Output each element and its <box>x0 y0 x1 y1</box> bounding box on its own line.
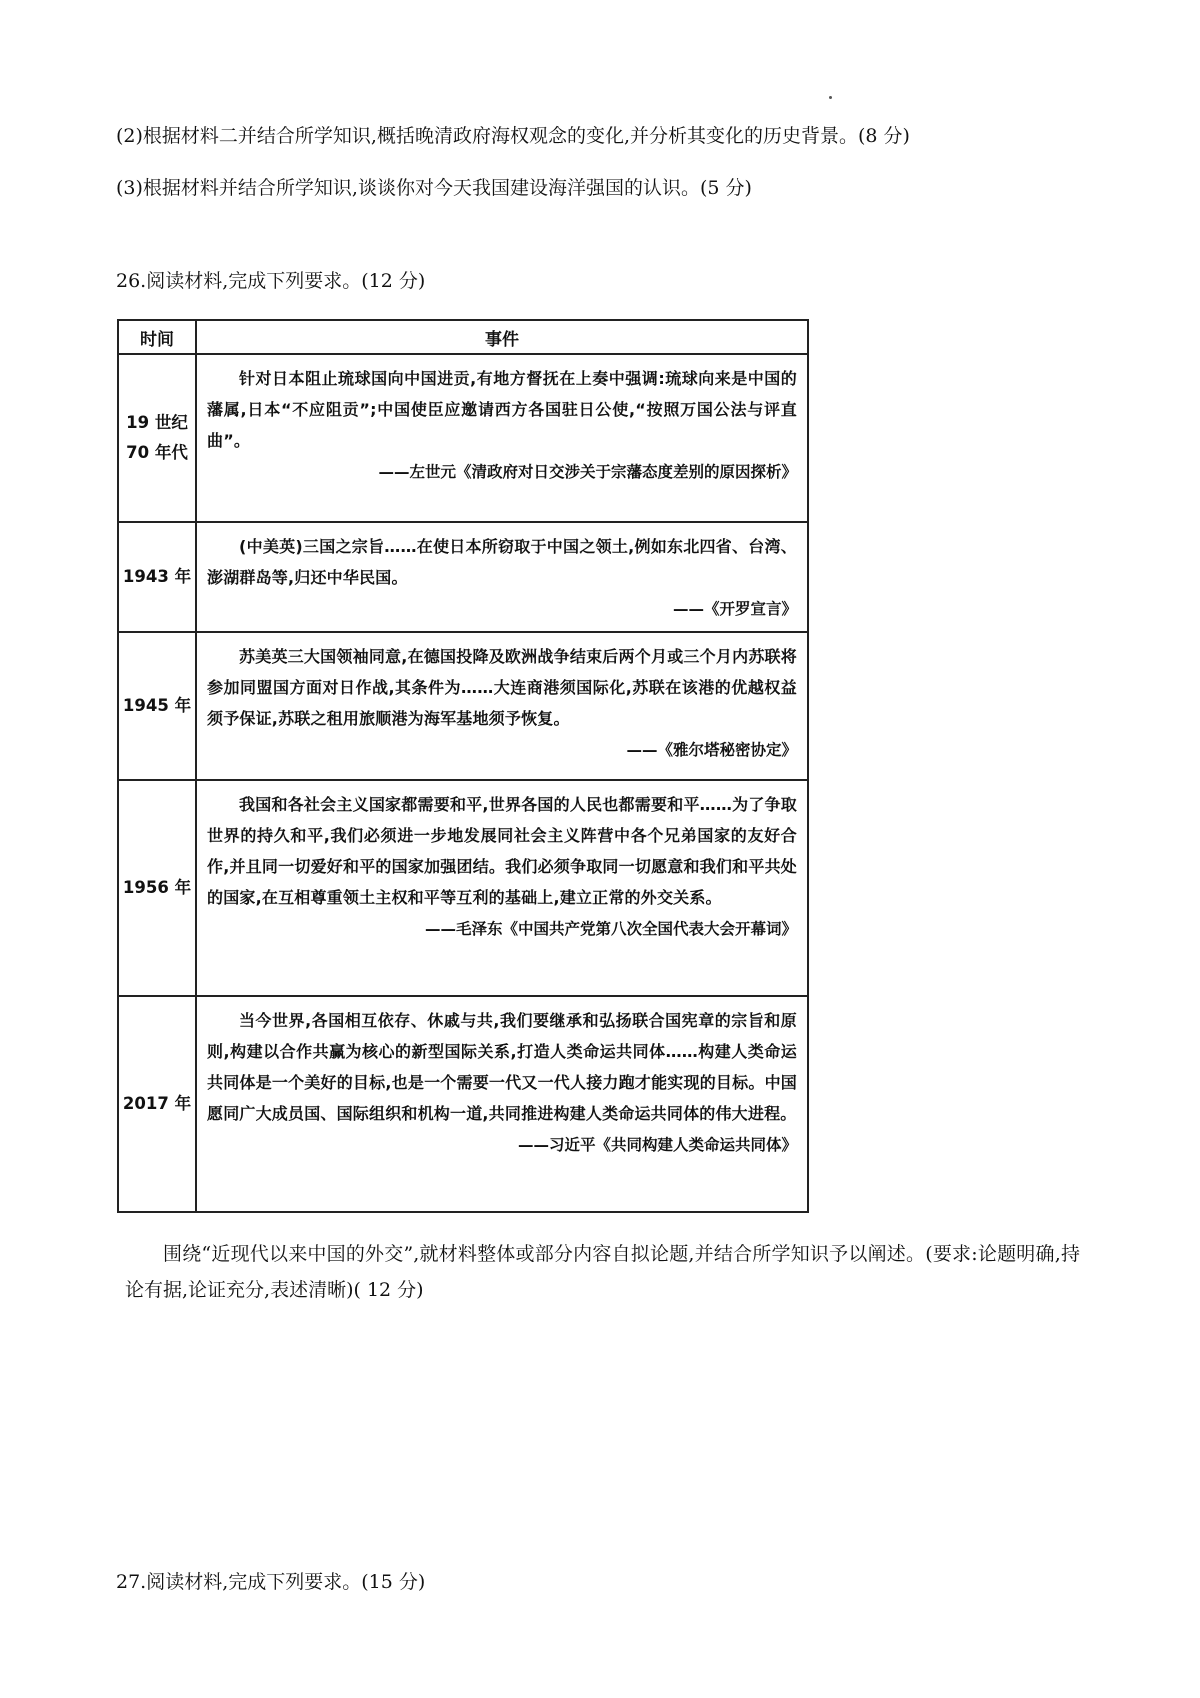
event-source: ——习近平《共同构建人类命运共同体》 <box>517 1136 797 1154</box>
row-event <box>196 632 808 780</box>
table-header-row <box>118 320 808 354</box>
question-26-intro: 26.阅读材料,完成下列要求。(12 分) <box>116 270 426 292</box>
table-row <box>118 780 808 996</box>
row-time: 1943 年 <box>118 522 196 632</box>
row-time: 2017 年 <box>118 996 196 1212</box>
question-26-task: 围绕“近现代以来中国的外交”,就材料整体或部分内容自拟论题,并结合所学知识予以阐述。(要求:论题明确,持论有据,论证充分,表述清晰)( 12 分) <box>125 1243 1080 1301</box>
material-table <box>117 319 809 1213</box>
event-text: 针对日本阻止琉球国向中国进贡,有地方督抚在上奏中强调:琉球向来是中国的藩属,日本“不应阻贡”;中国使臣应邀请西方各国驻日公使,“按照万国公法与评直曲”。 <box>207 369 797 450</box>
scan-speck <box>829 96 832 99</box>
event-source: ——《开罗宣言》 <box>672 600 797 618</box>
table-row <box>118 354 808 522</box>
row-time: 19 世纪 70 年代 <box>118 354 196 522</box>
header-time: 时间 <box>118 320 196 354</box>
table-row <box>118 632 808 780</box>
table-row <box>118 522 808 632</box>
event-source: ——左世元《清政府对日交涉关于宗藩态度差别的原因探析》 <box>378 463 797 481</box>
row-time: 1945 年 <box>118 632 196 780</box>
row-event <box>196 522 808 632</box>
table-row <box>118 996 808 1212</box>
row-time: 1956 年 <box>118 780 196 996</box>
event-text: 我国和各社会主义国家都需要和平,世界各国的人民也都需要和平……为了争取世界的持久和平,我们必须进一步地发展同社会主义阵营中各个兄弟国家的友好合作,并且同一切爱好和平的国家加强团结。我们必须争取同一切愿意和我们和平共处的国家,在互相尊重领土主权和平等互利的基础上,建立正常的外交关系。 <box>207 795 797 907</box>
row-event <box>196 996 808 1212</box>
row-event <box>196 780 808 996</box>
question-2: (2)根据材料二并结合所学知识,概括晚清政府海权观念的变化,并分析其变化的历史背景。(8 分) <box>116 125 910 147</box>
question-27-intro: 27.阅读材料,完成下列要求。(15 分) <box>116 1571 426 1593</box>
event-source: ——《雅尔塔秘密协定》 <box>626 741 797 759</box>
event-text: (中美英)三国之宗旨……在使日本所窃取于中国之领土,例如东北四省、台湾、澎湖群岛等,归还中华民国。 <box>207 537 797 587</box>
header-event: 事件 <box>196 320 808 354</box>
event-source: ——毛泽东《中国共产党第八次全国代表大会开幕词》 <box>424 920 797 938</box>
event-text: 当今世界,各国相互依存、休戚与共,我们要继承和弘扬联合国宪章的宗旨和原则,构建以合作共赢为核心的新型国际关系,打造人类命运共同体……构建人类命运共同体是一个美好的目标,也是一个需要一代又一代人接力跑才能实现的目标。中国愿同广大成员国、国际组织和机构一道,共同推进构建人类命运共同体的伟大进程。 <box>207 1011 797 1123</box>
row-event <box>196 354 808 522</box>
question-3: (3)根据材料并结合所学知识,谈谈你对今天我国建设海洋强国的认识。(5 分) <box>116 177 752 199</box>
event-text: 苏美英三大国领袖同意,在德国投降及欧洲战争结束后两个月或三个月内苏联将参加同盟国方面对日作战,其条件为……大连商港须国际化,苏联在该港的优越权益须予保证,苏联之租用旅顺港为海军基地须予恢复。 <box>207 647 797 728</box>
